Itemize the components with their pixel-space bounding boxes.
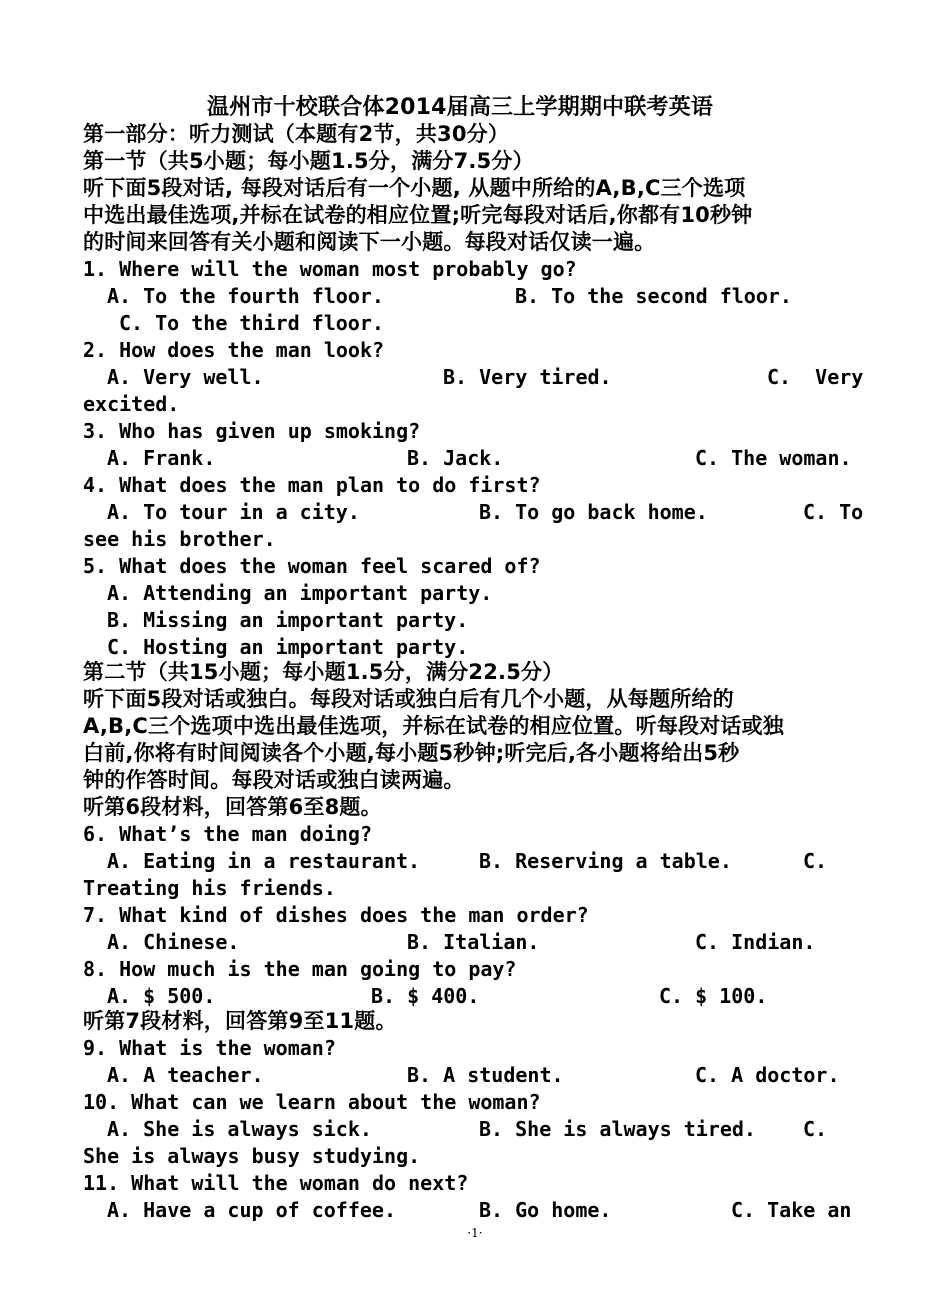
question-stem: 4. What does the man plan to do first? [83,473,541,497]
option-a: A. Frank. [107,446,216,470]
question-stem: 11. What will the woman do next? [83,1171,469,1195]
option-c: C. A doctor. [695,1063,840,1087]
section1-instruction-line: 中选出最佳选项,并标在试卷的相应位置;听完每段对话后,你都有10秒钟 [83,203,753,227]
option-c: C. [803,849,828,873]
option-a: A. Have a cup of coffee. [107,1198,396,1222]
section2-instruction-line: 钟的作答时间。每段对话或独白读两遍。 [83,768,465,792]
option-c: C. Take an [731,1198,852,1222]
option-a: A. A teacher. [107,1063,264,1087]
question-stem: 3. Who has given up smoking? [83,419,421,443]
option-b: B. Very tired. [443,365,612,389]
option-c: C. The woman. [695,446,852,470]
section2-heading: 第二节（共15小题；每小题1.5分，满分22.5分） [83,660,564,684]
option-a: A. She is always sick. [107,1117,372,1141]
page-number: ·1· [467,1226,483,1240]
section2-instruction-line: 听下面5段对话或独白。每段对话或独白后有几个小题，从每题所给的 [83,687,734,711]
part1-heading: 第一部分：听力测试（本题有2节，共30分） [83,122,510,146]
question-stem: 10. What can we learn about the woman? [83,1090,541,1114]
exam-title: 温州市十校联合体2014届高三上学期期中联考英语 [207,95,714,120]
option-b: B. She is always tired. [479,1117,756,1141]
section2-instruction-line: 白前,你将有时间阅读各个小题,每小题5秒钟;听完后,各小题将给出5秒 [83,741,740,765]
option-a: A. To tour in a city. [107,500,360,524]
option-c: C. To [803,500,864,524]
option-c: C. To the third floor. [119,311,384,335]
section2-instruction-line: A,B,C三个选项中选出最佳选项，并标在试卷的相应位置。听每段对话或独 [83,714,785,738]
option-b: B. To the second floor. [515,284,792,308]
section1-instruction-line: 的时间来回答有关小题和阅读下一小题。每段对话仅读一遍。 [83,230,656,254]
option-b: B. Jack. [407,446,504,470]
section1-heading: 第一节（共5小题；每小题1.5分，满分7.5分） [83,149,534,173]
option-c-continued: Treating his friends. [83,876,336,900]
option-a: A. Eating in a restaurant. [107,849,421,873]
option-c-continued: She is always busy studying. [83,1144,421,1168]
option-b: B. Reserving a table. [479,849,732,873]
option-b: B. Missing an important party. [107,608,469,632]
section1-instruction-line: 听下面5段对话, 每段对话后有一个小题, 从题中所给的A,B,C三个选项 [83,176,746,200]
option-c: C. Hosting an important party. [107,635,469,659]
option-c: C. $ 100. [659,984,768,1008]
question-stem: 5. What does the woman feel scared of? [83,554,541,578]
question-stem: 7. What kind of dishes does the man order? [83,903,589,927]
material-heading: 听第6段材料，回答第6至8题。 [83,795,382,819]
option-a: A. To the fourth floor. [107,284,384,308]
option-a: A. Attending an important party. [107,581,493,605]
option-b: B. Italian. [407,930,540,954]
option-c: C. [803,1117,828,1141]
option-c-continued: see his brother. [83,527,276,551]
option-c: C. Very [767,365,864,389]
option-a: A. Chinese. [107,930,240,954]
question-stem: 1. Where will the woman most probably go? [83,257,577,281]
option-c: C. Indian. [695,930,816,954]
question-stem: 2. How does the man look? [83,338,385,362]
option-b: B. To go back home. [479,500,708,524]
question-stem: 6. What’s the man doing? [83,822,372,846]
material-heading: 听第7段材料，回答第9至11题。 [83,1009,397,1033]
option-c-continued: excited. [83,392,180,416]
option-a: A. $ 500. [107,984,216,1008]
question-stem: 9. What is the woman? [83,1036,336,1060]
option-a: A. Very well. [107,365,264,389]
option-b: B. Go home. [479,1198,612,1222]
question-stem: 8. How much is the man going to pay? [83,957,517,981]
option-b: B. A student. [407,1063,564,1087]
option-b: B. $ 400. [371,984,480,1008]
